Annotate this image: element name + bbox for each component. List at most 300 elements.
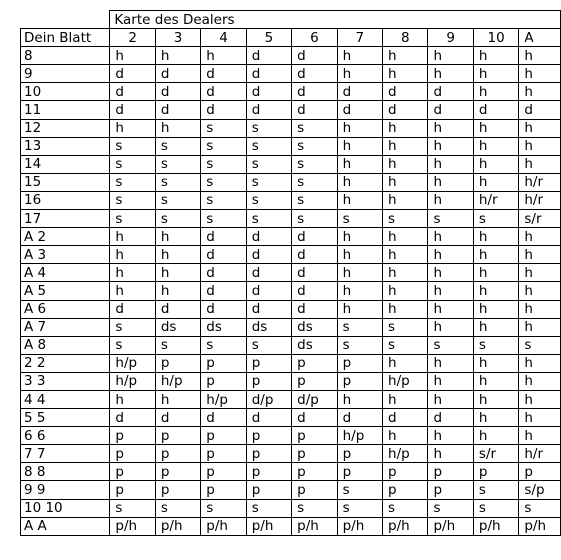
action-cell: p [201,372,246,390]
action-cell: p/h [337,517,382,535]
action-cell: s [292,173,337,191]
row-header-label: Dein Blatt [21,29,110,47]
table-row [21,210,561,228]
action-cell: s [292,499,337,517]
hand-label: A 3 [21,246,110,264]
action-cell: h [473,155,518,173]
hand-label: 6 6 [21,427,110,445]
dealer-card-header: 7 [337,29,382,47]
table-row [21,47,561,65]
action-cell: h [383,282,428,300]
table-row [21,517,561,535]
table-row [21,300,561,318]
action-cell: h [428,390,473,408]
action-cell: h [473,137,518,155]
action-cell: h [428,137,473,155]
action-cell: d [246,264,291,282]
action-cell: s [246,119,291,137]
action-cell: h [337,300,382,318]
action-cell: d [246,300,291,318]
action-cell: d [292,409,337,427]
action-cell: s [473,499,518,517]
action-cell: p [201,427,246,445]
hand-label: 16 [21,191,110,209]
action-cell: d/p [246,390,291,408]
action-cell: s [155,499,200,517]
table-row [21,101,561,119]
action-cell: h [383,119,428,137]
strategy-table [20,10,561,536]
action-cell: h [428,372,473,390]
action-cell: d [246,47,291,65]
action-cell: s [110,499,155,517]
action-cell: s [383,336,428,354]
action-cell: s [201,173,246,191]
action-cell: h [473,264,518,282]
action-cell: s [337,318,382,336]
action-cell: h [383,264,428,282]
action-cell: h [337,155,382,173]
action-cell: d [292,300,337,318]
dealer-card-header: 8 [383,29,428,47]
action-cell: d [428,409,473,427]
action-cell: h [383,47,428,65]
action-cell: h [155,264,200,282]
action-cell: h [383,246,428,264]
table-row [21,83,561,101]
action-cell: h [519,83,561,101]
action-cell: s [110,336,155,354]
action-cell: d [201,101,246,119]
hand-label: 15 [21,173,110,191]
hand-label: 12 [21,119,110,137]
action-cell: p/h [292,517,337,535]
action-cell: d [337,83,382,101]
action-cell: d [292,246,337,264]
action-cell: d [246,409,291,427]
action-cell: h [473,354,518,372]
action-cell: h [155,228,200,246]
action-cell: s [383,210,428,228]
table-row [21,336,561,354]
action-cell: s [246,191,291,209]
action-cell: h [337,390,382,408]
action-cell: s [337,481,382,499]
action-cell: h/r [519,191,561,209]
action-cell: p [292,445,337,463]
action-cell: h [428,354,473,372]
table-row [21,155,561,173]
action-cell: h [519,246,561,264]
action-cell: ds [155,318,200,336]
action-cell: d [201,246,246,264]
action-cell: d [201,282,246,300]
action-cell: h [473,173,518,191]
action-cell: d [246,228,291,246]
action-cell: h [337,191,382,209]
action-cell: h [383,137,428,155]
action-cell: h [110,282,155,300]
action-cell: h [110,119,155,137]
action-cell: d [246,65,291,83]
action-cell: ds [201,318,246,336]
action-cell: s [201,336,246,354]
action-cell: h/r [519,445,561,463]
action-cell: h [519,300,561,318]
table-row [21,390,561,408]
action-cell: h [383,228,428,246]
hand-label: A 6 [21,300,110,318]
action-cell: h [428,191,473,209]
action-cell: p [246,372,291,390]
table-row [21,463,561,481]
action-cell: p [201,481,246,499]
action-cell: h [110,47,155,65]
hand-label: A 7 [21,318,110,336]
action-cell: p [383,481,428,499]
action-cell: d [337,101,382,119]
action-cell: h/p [201,390,246,408]
dealer-card-header: 5 [246,29,291,47]
action-cell: h [383,65,428,83]
table-row [21,191,561,209]
title-spacer [21,11,110,29]
table-title: Karte des Dealers [110,11,561,29]
action-cell: h [428,65,473,83]
hand-label: A A [21,517,110,535]
action-cell: s [201,137,246,155]
action-cell: h [155,47,200,65]
action-cell: h [519,65,561,83]
action-cell: d [292,228,337,246]
action-cell: h [337,47,382,65]
action-cell: h [383,173,428,191]
action-cell: h [110,246,155,264]
action-cell: d [428,83,473,101]
action-cell: d [337,409,382,427]
action-cell: h [337,246,382,264]
table-row [21,354,561,372]
action-cell: h [473,390,518,408]
action-cell: h [337,65,382,83]
action-cell: h [519,427,561,445]
hand-label: 4 4 [21,390,110,408]
action-cell: p [201,463,246,481]
action-cell: h [519,47,561,65]
table-row [21,137,561,155]
action-cell: d [110,83,155,101]
hand-label: 7 7 [21,445,110,463]
action-cell: d [110,300,155,318]
action-cell: h [383,390,428,408]
action-cell: ds [292,336,337,354]
action-cell: s [246,137,291,155]
action-cell: h [473,282,518,300]
action-cell: h [519,264,561,282]
action-cell: h [155,119,200,137]
action-cell: p [155,354,200,372]
action-cell: h/p [155,372,200,390]
action-cell: h [519,318,561,336]
action-cell: d [292,83,337,101]
hand-label: 11 [21,101,110,119]
action-cell: p [292,354,337,372]
action-cell: h [473,427,518,445]
action-cell: h [383,155,428,173]
action-cell: h [519,282,561,300]
action-cell: p/h [383,517,428,535]
dealer-card-header: 3 [155,29,200,47]
action-cell: s [155,137,200,155]
action-cell: p [201,354,246,372]
action-cell: h [428,445,473,463]
title-row [21,11,561,29]
hand-label: A 8 [21,336,110,354]
action-cell: d [473,101,518,119]
action-cell: d [246,101,291,119]
action-cell: d [292,101,337,119]
dealer-card-header: 9 [428,29,473,47]
action-cell: s [110,137,155,155]
action-cell: s [292,119,337,137]
dealer-card-header: 2 [110,29,155,47]
action-cell: h [383,191,428,209]
action-cell: ds [246,318,291,336]
hand-label: A 2 [21,228,110,246]
action-cell: h [428,246,473,264]
action-cell: h/r [473,191,518,209]
table-row [21,372,561,390]
action-cell: d [201,409,246,427]
action-cell: s [519,499,561,517]
action-cell: p [473,463,518,481]
dealer-card-header: 4 [201,29,246,47]
action-cell: h [110,390,155,408]
action-cell: h [473,83,518,101]
action-cell: p [155,427,200,445]
hand-label: A 4 [21,264,110,282]
action-cell: p [110,481,155,499]
action-cell: h [519,372,561,390]
action-cell: h [428,300,473,318]
table-row [21,246,561,264]
action-cell: d [292,282,337,300]
hand-label: 9 9 [21,481,110,499]
action-cell: p/h [110,517,155,535]
action-cell: d [155,300,200,318]
action-cell: d [246,83,291,101]
dealer-card-header: 10 [473,29,518,47]
table-row [21,282,561,300]
action-cell: d [110,409,155,427]
action-cell: h [473,372,518,390]
action-cell: s [337,336,382,354]
action-cell: h [473,409,518,427]
action-cell: p [246,427,291,445]
hand-label: 13 [21,137,110,155]
action-cell: p [155,481,200,499]
action-cell: s [155,173,200,191]
action-cell: d [110,101,155,119]
action-cell: s [110,173,155,191]
action-cell: s [292,137,337,155]
action-cell: h [337,119,382,137]
hand-label: 3 3 [21,372,110,390]
action-cell: s [473,481,518,499]
action-cell: h [519,354,561,372]
action-cell: p [292,481,337,499]
action-cell: s/r [519,210,561,228]
dealer-card-header: A [519,29,561,47]
action-cell: d/p [292,390,337,408]
action-cell: s [292,191,337,209]
action-cell: h [155,390,200,408]
table-row [21,445,561,463]
action-cell: p [246,354,291,372]
action-cell: h [473,228,518,246]
action-cell: h [337,264,382,282]
action-cell: h [473,65,518,83]
action-cell: h [383,427,428,445]
action-cell: p [519,463,561,481]
action-cell: s [383,318,428,336]
action-cell: s [292,155,337,173]
table-row [21,409,561,427]
action-cell: s [292,210,337,228]
action-cell: p [201,445,246,463]
action-cell: h/p [110,354,155,372]
action-cell: s [201,191,246,209]
action-cell: d [292,264,337,282]
action-cell: s [110,155,155,173]
action-cell: s [337,210,382,228]
action-cell: h [519,119,561,137]
action-cell: s [110,210,155,228]
action-cell: p [155,463,200,481]
action-cell: h [337,137,382,155]
action-cell: p [337,354,382,372]
action-cell: p [246,481,291,499]
action-cell: d [246,246,291,264]
action-cell: h [428,318,473,336]
action-cell: p [383,463,428,481]
action-cell: h/p [110,372,155,390]
dealer-card-header: 6 [292,29,337,47]
action-cell: s [201,499,246,517]
action-cell: p/h [428,517,473,535]
action-cell: d [246,282,291,300]
action-cell: d [383,101,428,119]
action-cell: d [155,65,200,83]
action-cell: s [110,191,155,209]
action-cell: p [110,463,155,481]
action-cell: h [201,47,246,65]
table-row [21,119,561,137]
action-cell: h [428,427,473,445]
hand-label: 2 2 [21,354,110,372]
action-cell: h [519,409,561,427]
action-cell: s [201,119,246,137]
action-cell: p [337,445,382,463]
action-cell: p [155,445,200,463]
action-cell: h [155,282,200,300]
action-cell: h [473,47,518,65]
action-cell: p [428,463,473,481]
action-cell: h [383,300,428,318]
hand-label: 17 [21,210,110,228]
action-cell: s [383,499,428,517]
action-cell: h [473,318,518,336]
hand-label: 10 10 [21,499,110,517]
action-cell: h [519,137,561,155]
action-cell: h [337,228,382,246]
action-cell: d [155,101,200,119]
action-cell: s [246,173,291,191]
action-cell: s [473,210,518,228]
action-cell: h [428,119,473,137]
action-cell: h [337,282,382,300]
action-cell: h [428,173,473,191]
action-cell: s [337,499,382,517]
action-cell: s [155,336,200,354]
action-cell: d [201,83,246,101]
header-row [21,29,561,47]
hand-label: 8 8 [21,463,110,481]
action-cell: p [110,427,155,445]
hand-label: 14 [21,155,110,173]
action-cell: p [292,463,337,481]
action-cell: s [110,318,155,336]
action-cell: h [428,155,473,173]
table-row [21,65,561,83]
action-cell: s [155,210,200,228]
action-cell: p/h [519,517,561,535]
action-cell: h [428,47,473,65]
action-cell: p [246,463,291,481]
action-cell: h [428,228,473,246]
action-cell: p [292,427,337,445]
action-cell: p/h [201,517,246,535]
table-row [21,173,561,191]
action-cell: h [110,264,155,282]
table-row [21,264,561,282]
action-cell: d [201,228,246,246]
action-cell: p [292,372,337,390]
action-cell: h/p [383,445,428,463]
table-row [21,427,561,445]
action-cell: h [337,173,382,191]
action-cell: d [292,47,337,65]
hand-label: 5 5 [21,409,110,427]
action-cell: h [383,354,428,372]
action-cell: s [246,155,291,173]
table-row [21,481,561,499]
action-cell: h/p [383,372,428,390]
action-cell: h [473,246,518,264]
action-cell: p [246,445,291,463]
action-cell: d [383,409,428,427]
table-row [21,228,561,246]
action-cell: p [337,372,382,390]
action-cell: s [246,499,291,517]
action-cell: d [110,65,155,83]
action-cell: s [201,155,246,173]
action-cell: s [473,336,518,354]
action-cell: s [428,336,473,354]
action-cell: s [201,210,246,228]
action-cell: h [110,228,155,246]
action-cell: s [246,336,291,354]
